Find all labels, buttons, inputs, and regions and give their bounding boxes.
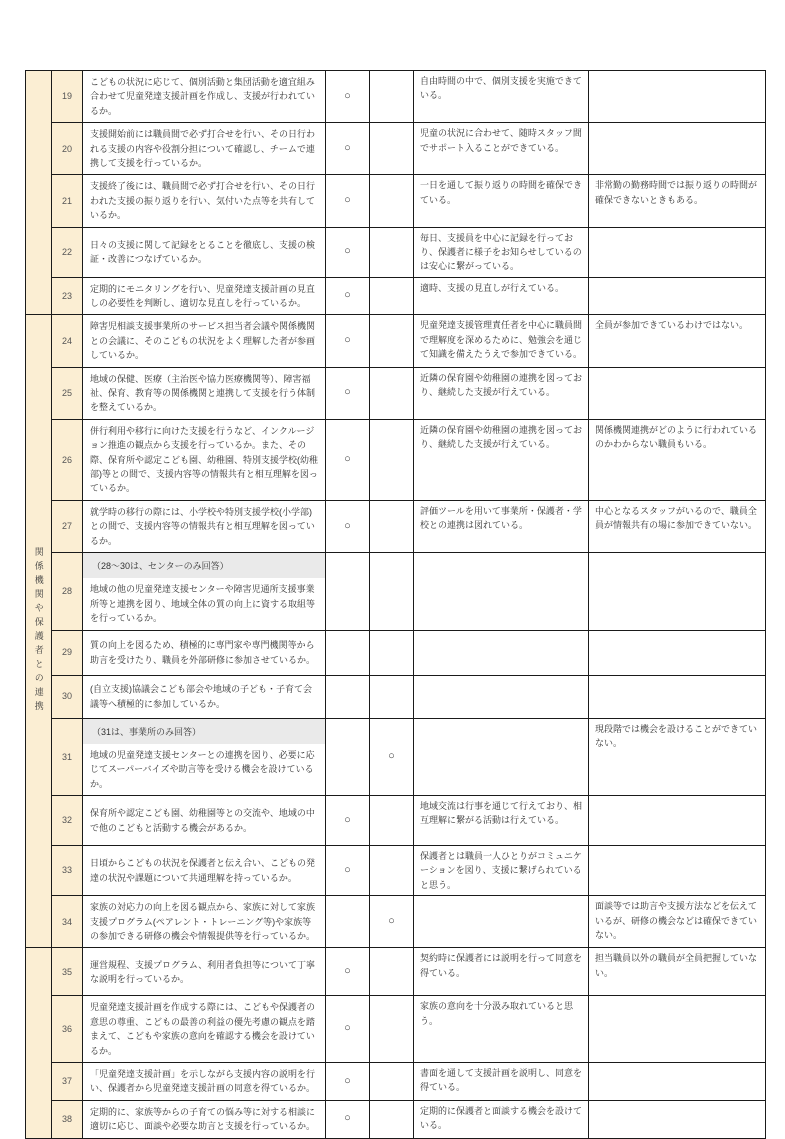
row-number: 33 xyxy=(52,846,83,896)
question-text: 地域の保健、医療（主治医や協力医療機関等）、障害福祉、保育、教育等の関係機関と連携して支援を行う体制を整えているか。 xyxy=(90,373,316,413)
note-cell xyxy=(589,277,766,315)
yes-mark-cell: ○ xyxy=(326,277,370,315)
question-text: 運営規程、支援プログラム、利用者負担等について丁寧な説明を行っているか。 xyxy=(90,959,316,984)
table-row xyxy=(26,846,766,896)
question-text: 併行利用や移行に向けた支援を行うなど、インクルージョン推進の観点から支援を行っているか。また、その際、保育所や認定こども園、幼稚園、特別支援学校(幼稚部)等との間で、支援内容等の情報共有と相互理解を図っているか。 xyxy=(90,425,318,494)
note-cell: 中心となるスタッフがいるので、職員全員が情報共有の場に参加できていない。 xyxy=(589,500,766,552)
row-number: 24 xyxy=(52,315,83,367)
question-cell xyxy=(83,367,326,419)
note-cell xyxy=(589,796,766,846)
row-number: 26 xyxy=(52,419,83,500)
question-text: こどもの状況に応じて、個別活動と集団活動を適宜組み合わせて児童発達支援計画を作成し、支援が行われているか。 xyxy=(90,77,316,116)
question-cell xyxy=(83,996,326,1063)
question-text: 就学時の移行の際には、小学校や特別支援学校(小学部)との間で、支援内容等の情報共有と相互理解を図っているか。 xyxy=(90,506,315,546)
yes-mark-cell: ○ xyxy=(326,500,370,552)
table-row xyxy=(26,123,766,175)
row-number: 28 xyxy=(52,552,83,630)
category-cell xyxy=(26,71,52,315)
table-row xyxy=(26,277,766,315)
yes-mark-cell: ○ xyxy=(326,71,370,123)
comment-cell: 契約時に保護者には説明を行って同意を得ている。 xyxy=(414,948,589,996)
table-row xyxy=(26,552,766,630)
comment-cell: 近隣の保育園や幼稚園の連携を図っており、継続した支援が行えている。 xyxy=(414,367,589,419)
question-text: 日々の支援に関して記録をとることを徹底し、支援の検証・改善につなげているか。 xyxy=(90,239,316,265)
note-cell xyxy=(589,367,766,419)
yes-mark-cell: ○ xyxy=(326,227,370,277)
row-number: 38 xyxy=(52,1100,83,1138)
no-mark-cell xyxy=(370,71,414,123)
table-body xyxy=(26,71,766,1139)
question-text: (自立支援)協議会こども部会や地域の子ども・子育て会議等へ積極的に参加しているか。 xyxy=(90,684,312,709)
note-cell xyxy=(589,1062,766,1100)
note-cell xyxy=(589,630,766,675)
no-mark-cell xyxy=(370,1062,414,1100)
yes-mark-cell xyxy=(326,630,370,675)
row-number: 23 xyxy=(52,277,83,315)
question-cell xyxy=(83,419,326,500)
comment-cell: 地域交流は行事を通じて行えており、相互理解に繋がる活動は行えている。 xyxy=(414,796,589,846)
category-cell xyxy=(26,948,52,1138)
yes-mark-cell xyxy=(326,675,370,718)
comment-cell xyxy=(414,896,589,948)
no-mark-cell xyxy=(370,948,414,996)
question-cell xyxy=(83,277,326,315)
comment-cell: 児童発達支援管理責任者を中心に職員間で理解度を深めるために、勉強会を通じて知識を備えたうえで参加できている。 xyxy=(414,315,589,367)
subheader-note: （28～30は、センターのみ回答） xyxy=(83,553,325,578)
no-mark-cell xyxy=(370,419,414,500)
question-cell xyxy=(83,71,326,123)
yes-mark-cell: ○ xyxy=(326,1100,370,1138)
no-mark-cell: ○ xyxy=(370,718,414,796)
question-cell xyxy=(83,718,326,796)
no-mark-cell xyxy=(370,175,414,227)
question-cell xyxy=(83,846,326,896)
note-cell: 担当職員以外の職員が全員把握していない。 xyxy=(589,948,766,996)
no-mark-cell xyxy=(370,315,414,367)
note-cell xyxy=(589,71,766,123)
yes-mark-cell: ○ xyxy=(326,315,370,367)
comment-cell xyxy=(414,675,589,718)
row-number: 30 xyxy=(52,675,83,718)
evaluation-sheet xyxy=(25,70,765,1139)
question-text: 地域の他の児童発達支援センターや障害児通所支援事業所等と連携を図り、地域全体の質の向上に資する取組等を行っているか。 xyxy=(90,584,316,624)
comment-cell: 定期的に保護者と面談する機会を設けている。 xyxy=(414,1100,589,1138)
comment-cell xyxy=(414,552,589,630)
question-cell xyxy=(83,123,326,175)
no-mark-cell xyxy=(370,846,414,896)
note-cell xyxy=(589,675,766,718)
yes-mark-cell: ○ xyxy=(326,367,370,419)
row-number: 34 xyxy=(52,896,83,948)
question-text: 障害児相談支援事業所のサービス担当者会議や関係機関との会議に、そのこどもの状況をよく理解した者が参画しているか。 xyxy=(90,321,316,361)
table-row xyxy=(26,796,766,846)
question-text: 定期的に、家族等からの子育ての悩み等に対する相談に適切に応じ、面談や必要な助言と支援を行っているか。 xyxy=(90,1106,316,1132)
yes-mark-cell xyxy=(326,896,370,948)
note-cell: 非常勤の勤務時間では振り返りの時間が確保できないときもある。 xyxy=(589,175,766,227)
no-mark-cell xyxy=(370,552,414,630)
yes-mark-cell: ○ xyxy=(326,996,370,1063)
yes-mark-cell: ○ xyxy=(326,846,370,896)
note-cell xyxy=(589,996,766,1063)
question-cell xyxy=(83,1100,326,1138)
question-text: 日頃からこどもの状況を保護者と伝え合い、こどもの発達の状況や課題について共通理解を持っているか。 xyxy=(90,858,316,883)
question-cell xyxy=(83,500,326,552)
no-mark-cell xyxy=(370,996,414,1063)
comment-cell xyxy=(414,630,589,675)
table-row xyxy=(26,175,766,227)
row-number: 35 xyxy=(52,948,83,996)
note-cell: 全員が参加できているわけではない。 xyxy=(589,315,766,367)
comment-cell: 毎日、支援員を中心に記録を行っており、保護者に様子をお知らせしているのは安心に繋がっている。 xyxy=(414,227,589,277)
question-cell xyxy=(83,630,326,675)
note-cell xyxy=(589,552,766,630)
row-number: 21 xyxy=(52,175,83,227)
yes-mark-cell xyxy=(326,552,370,630)
yes-mark-cell: ○ xyxy=(326,123,370,175)
table-row xyxy=(26,718,766,796)
table-row xyxy=(26,896,766,948)
table-row xyxy=(26,948,766,996)
question-cell xyxy=(83,552,326,630)
question-text: 「児童発達支援計画」を示しながら支援内容の説明を行い、保護者から児童発達支援計画の同意を得ているか。 xyxy=(90,1068,316,1094)
table-row xyxy=(26,71,766,123)
row-number: 19 xyxy=(52,71,83,123)
question-cell xyxy=(83,1062,326,1100)
comment-cell: 一日を通して振り返りの時間を確保できている。 xyxy=(414,175,589,227)
question-text: 家族の対応力の向上を図る観点から、家族に対して家族支援プログラム(ペアレント・トレーニング等)や家族等の参加できる研修の機会や情報提供等を行っているか。 xyxy=(90,902,316,942)
note-cell xyxy=(589,227,766,277)
table-row xyxy=(26,1100,766,1138)
table-row xyxy=(26,1062,766,1100)
row-number: 37 xyxy=(52,1062,83,1100)
table-row xyxy=(26,419,766,500)
row-number: 25 xyxy=(52,367,83,419)
question-text: 質の向上を図るため、積極的に専門家や専門機関等から助言を受けたり、職員を外部研修に参加させているか。 xyxy=(90,640,316,665)
category-label: 関係機関や保護者との連携 xyxy=(33,547,44,716)
row-number: 22 xyxy=(52,227,83,277)
table-row xyxy=(26,630,766,675)
category-cell xyxy=(26,315,52,948)
comment-cell: 書面を通して支援計画を説明し、同意を得ている。 xyxy=(414,1062,589,1100)
no-mark-cell xyxy=(370,796,414,846)
no-mark-cell xyxy=(370,630,414,675)
note-cell: 面談等では助言や支援方法などを伝えているが、研修の機会などは確保できていない。 xyxy=(589,896,766,948)
question-text: 支援開始前には職員間で必ず打合せを行い、その日行われる支援の内容や役割分担について確認し、チームで連携して支援を行っているか。 xyxy=(90,129,316,168)
comment-cell: 近隣の保育園や幼稚園の連携を図っており、継続した支援が行えている。 xyxy=(414,419,589,500)
comment-cell: 評価ツールを用いて事業所・保護者・学校との連携は図れている。 xyxy=(414,500,589,552)
self-evaluation-table xyxy=(25,70,766,1139)
row-number: 32 xyxy=(52,796,83,846)
yes-mark-cell: ○ xyxy=(326,419,370,500)
question-cell xyxy=(83,896,326,948)
no-mark-cell: ○ xyxy=(370,896,414,948)
note-cell: 関係機関連携がどのように行われているのかわからない職員もいる。 xyxy=(589,419,766,500)
table-row xyxy=(26,500,766,552)
yes-mark-cell: ○ xyxy=(326,796,370,846)
question-text: 支援終了後には、職員間で必ず打合せを行い、その日行われた支援の振り返りを行い、気付いた点等を共有しているか。 xyxy=(90,181,316,221)
comment-cell xyxy=(414,718,589,796)
no-mark-cell xyxy=(370,123,414,175)
no-mark-cell xyxy=(370,675,414,718)
comment-cell: 適時、支援の見直しが行えている。 xyxy=(414,277,589,315)
note-cell xyxy=(589,123,766,175)
question-cell xyxy=(83,315,326,367)
no-mark-cell xyxy=(370,500,414,552)
comment-cell: 保護者とは職員一人ひとりがコミュニケーションを図り、支援に繋げられていると思う。 xyxy=(414,846,589,896)
table-row xyxy=(26,675,766,718)
note-cell xyxy=(589,1100,766,1138)
question-text: 定期的にモニタリングを行い、児童発達支援計画の見直しの必要性を判断し、適切な見直しを行っているか。 xyxy=(90,283,315,309)
yes-mark-cell: ○ xyxy=(326,175,370,227)
question-cell xyxy=(83,948,326,996)
row-number: 27 xyxy=(52,500,83,552)
question-cell xyxy=(83,227,326,277)
row-number: 31 xyxy=(52,718,83,796)
yes-mark-cell: ○ xyxy=(326,1062,370,1100)
no-mark-cell xyxy=(370,367,414,419)
note-cell: 現段階では機会を設けることができていない。 xyxy=(589,718,766,796)
table-row xyxy=(26,315,766,367)
comment-cell: 児童の状況に合わせて、随時スタッフ間でサポート入ることができている。 xyxy=(414,123,589,175)
subheader-note: （31は、事業所のみ回答） xyxy=(83,719,325,744)
question-cell xyxy=(83,796,326,846)
row-number: 20 xyxy=(52,123,83,175)
question-cell xyxy=(83,175,326,227)
table-row xyxy=(26,367,766,419)
row-number: 29 xyxy=(52,630,83,675)
no-mark-cell xyxy=(370,1100,414,1138)
comment-cell: 自由時間の中で、個別支援を実施できている。 xyxy=(414,71,589,123)
yes-mark-cell xyxy=(326,718,370,796)
row-number: 36 xyxy=(52,996,83,1063)
question-text: 地域の児童発達支援センターとの連携を図り、必要に応じてスーパーバイズや助言等を受ける機会を設けているか。 xyxy=(90,749,315,789)
no-mark-cell xyxy=(370,277,414,315)
yes-mark-cell: ○ xyxy=(326,948,370,996)
table-row xyxy=(26,227,766,277)
no-mark-cell xyxy=(370,227,414,277)
question-cell xyxy=(83,675,326,718)
question-text: 児童発達支援計画を作成する際には、こどもや保護者の意思の尊重、こどもの最善の利益の優先考慮の観点を踏まえて、こどもや家族の意向を確認する機会を設けているか。 xyxy=(90,1002,316,1056)
question-text: 保育所や認定こども園、幼稚園等との交流や、地域の中で他のこどもと活動する機会があるか。 xyxy=(90,808,315,833)
comment-cell: 家族の意向を十分汲み取れていると思う。 xyxy=(414,996,589,1063)
note-cell xyxy=(589,846,766,896)
table-row xyxy=(26,996,766,1063)
